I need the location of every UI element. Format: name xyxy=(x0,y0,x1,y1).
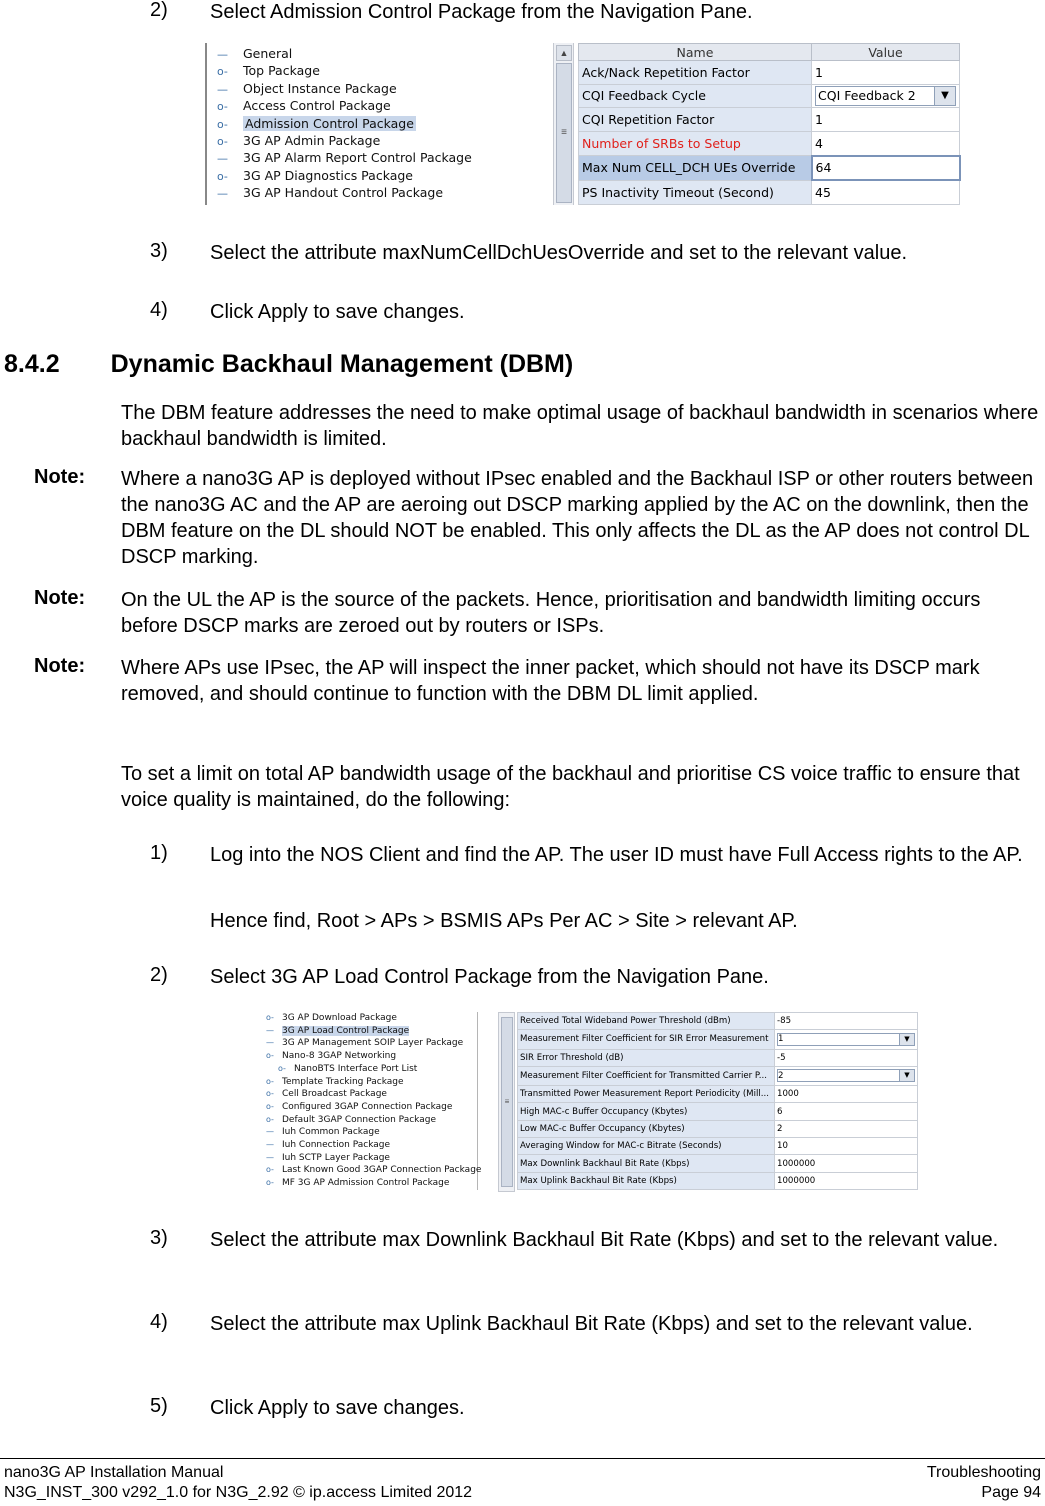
step-text: Select 3G AP Load Control Package from the Navigation Pane. xyxy=(210,966,769,988)
nav-tree-item[interactable] xyxy=(217,150,472,167)
nav-tree-item[interactable] xyxy=(217,81,397,98)
note-text: Where a nano3G AP is deployed without IPsec enabled and the Backhaul ISP or other routers between the nano3G AC and the AP are aeroing out DSCP marking applied by the AC on the downlink, then the DBM feature on the DL should NOT be enabled. This only affects the DL as the AP does not control DL DSCP marking. xyxy=(121,468,1034,568)
table-row-selected[interactable] xyxy=(579,156,960,181)
tree-leaf-icon: — xyxy=(266,1152,274,1162)
attribute-value-dropdown[interactable] xyxy=(775,1030,918,1049)
step-number: 4) xyxy=(150,1311,168,1333)
nav-tree-label: 3G AP Alarm Report Control Package xyxy=(243,150,472,166)
attribute-name: Measurement Filter Coefficient for Transmitted Carrier P... xyxy=(518,1066,775,1085)
nav-tree-item[interactable] xyxy=(278,1063,417,1076)
attribute-name: Measurement Filter Coefficient for SIR Error Measurement xyxy=(518,1030,775,1049)
attribute-value[interactable]: 1000000 xyxy=(775,1155,918,1172)
nav-tree-label: Iuh SCTP Layer Package xyxy=(282,1152,390,1163)
tree-leaf-icon: — xyxy=(217,48,228,61)
nav-tree-item[interactable] xyxy=(266,1139,390,1152)
tree-expand-icon[interactable]: o- xyxy=(266,1178,274,1188)
attribute-value[interactable]: 1000000 xyxy=(775,1172,918,1189)
navigation-pane xyxy=(262,1012,482,1190)
step-number: 2) xyxy=(150,0,168,21)
step-text: Click Apply to save changes. xyxy=(210,301,465,323)
table-row[interactable] xyxy=(579,61,960,85)
tree-expand-icon[interactable]: o- xyxy=(266,1089,274,1099)
selected-value: 2 xyxy=(778,1070,784,1081)
attribute-name: Max Downlink Backhaul Bit Rate (Kbps) xyxy=(518,1155,775,1172)
tree-leaf-icon: — xyxy=(266,1038,274,1048)
attribute-name: Received Total Wideband Power Threshold (dBm) xyxy=(518,1013,775,1030)
table-row[interactable] xyxy=(579,84,960,108)
table-row[interactable] xyxy=(518,1103,918,1120)
step-number: 1) xyxy=(150,842,168,864)
nav-tree-label: Cell Broadcast Package xyxy=(282,1089,387,1100)
tree-leaf-icon: — xyxy=(266,1140,274,1149)
nav-tree-label: Last Known Good 3GAP Connection Package xyxy=(282,1165,482,1176)
tree-expand-icon[interactable]: o- xyxy=(266,1165,274,1175)
footer-doc-title: nano3G AP Installation Manual xyxy=(4,1464,224,1481)
nav-tree-label: Iuh Common Package xyxy=(282,1127,380,1138)
tree-expand-icon[interactable]: o- xyxy=(266,1114,274,1124)
step-text: Select the attribute maxNumCellDchUesOverride and set to the relevant value. xyxy=(210,242,908,264)
tree-expand-icon[interactable]: o- xyxy=(266,1051,274,1061)
nav-tree-item[interactable] xyxy=(266,1164,481,1177)
note-text: Where APs use IPsec, the AP will inspect the inner packet, which should not have its DSCP mark removed, and should continue to function with the DBM DL limit applied. xyxy=(121,657,980,705)
footer-divider xyxy=(0,1458,1045,1459)
lead-paragraph: To set a limit on total AP bandwidth usage of the backhaul and prioritise CS voice traffic to ensure that voice quality is maintained, do the following: xyxy=(121,763,1020,811)
attribute-name-modified: Number of SRBs to Setup xyxy=(579,131,812,155)
nav-tree-label: Default 3GAP Connection Package xyxy=(282,1114,436,1125)
table-row[interactable] xyxy=(518,1138,918,1155)
nav-tree-item[interactable] xyxy=(266,1177,449,1190)
nav-tree-item[interactable] xyxy=(217,46,292,63)
attribute-name: Averaging Window for MAC-c Bitrate (Seconds) xyxy=(518,1138,775,1155)
nav-tree-label: 3G AP Load Control Package xyxy=(282,1025,410,1036)
attribute-name: High MAC-c Buffer Occupancy (Kbytes) xyxy=(518,1103,775,1120)
tree-expand-icon[interactable]: o- xyxy=(266,1076,274,1086)
nav-tree-item[interactable] xyxy=(266,1076,404,1089)
scrollbar[interactable] xyxy=(553,43,574,205)
step-number: 5) xyxy=(150,1395,168,1417)
attribute-value[interactable]: 2 xyxy=(775,1120,918,1137)
chevron-down-icon[interactable]: ▼ xyxy=(899,1034,914,1045)
tree-leaf-icon: — xyxy=(217,152,228,166)
attribute-value[interactable]: -5 xyxy=(775,1049,918,1066)
tree-leaf-icon: — xyxy=(266,1025,274,1035)
attribute-value-dropdown[interactable] xyxy=(812,84,960,108)
step-text: Select Admission Control Package from the Navigation Pane. xyxy=(210,1,753,23)
footer-page-number: Page 94 xyxy=(981,1484,1041,1501)
nav-tree-item[interactable] xyxy=(266,1126,380,1139)
table-row[interactable] xyxy=(579,180,960,204)
nav-tree-label: MF 3G AP Admission Control Package xyxy=(282,1178,450,1189)
nav-tree-item[interactable] xyxy=(266,1025,409,1038)
section-title: Dynamic Backhaul Management (DBM) xyxy=(110,350,574,378)
step-text: Log into the NOS Client and find the AP. The user ID must have Full Access rights to the AP. xyxy=(210,844,1023,866)
table-row[interactable] xyxy=(518,1120,918,1137)
nav-tree-label: Iuh Connection Package xyxy=(282,1140,391,1150)
nav-tree-item[interactable] xyxy=(217,116,416,133)
step-subtext: Hence find, Root > APs > BSMIS APs Per AC > Site > relevant AP. xyxy=(210,910,798,932)
nav-tree-label: Access Control Package xyxy=(243,98,391,114)
tree-expand-icon[interactable]: o- xyxy=(217,169,228,183)
tree-leaf-icon: — xyxy=(266,1127,274,1137)
tree-expand-icon[interactable]: o- xyxy=(217,65,228,79)
cqi-feedback-select[interactable] xyxy=(815,86,956,106)
intro-paragraph: The DBM feature addresses the need to make optimal usage of backhaul bandwidth in scenarios where backhaul bandwidth is limited. xyxy=(121,402,1039,450)
chevron-down-icon[interactable]: ▼ xyxy=(899,1070,914,1081)
attribute-name: Ack/Nack Repetition Factor xyxy=(579,61,812,85)
attribute-name: CQI Feedback Cycle xyxy=(579,84,812,108)
step-number: 3) xyxy=(150,1227,168,1249)
nav-tree-label: Object Instance Package xyxy=(243,80,397,96)
footer-doc-id: N3G_INST_300 v292_1.0 for N3G_2.92 © ip.access Limited 2012 xyxy=(4,1484,473,1501)
tree-leaf-icon: — xyxy=(217,82,228,96)
footer-chapter: Troubleshooting xyxy=(926,1464,1041,1481)
table-row[interactable] xyxy=(518,1030,918,1049)
attribute-value[interactable]: 4 xyxy=(812,131,960,155)
step-number: 2) xyxy=(150,964,168,986)
note-text: On the UL the AP is the source of the packets. Hence, prioritisation and bandwidth limiting occurs before DSCP marks are zeroed out by routers or ISPs. xyxy=(121,589,981,637)
tree-expand-icon[interactable]: o- xyxy=(278,1063,286,1073)
tree-expand-icon[interactable]: o- xyxy=(217,100,228,114)
scroll-thumb[interactable]: ≡ xyxy=(501,1017,513,1187)
nav-tree-item[interactable] xyxy=(217,185,443,202)
nav-tree-item[interactable] xyxy=(217,168,413,185)
nav-tree-label: 3G AP Download Package xyxy=(282,1013,397,1023)
table-row[interactable] xyxy=(518,1086,918,1103)
note-label: Note: xyxy=(34,655,86,677)
attribute-name: SIR Error Threshold (dB) xyxy=(518,1049,775,1066)
attribute-value[interactable]: 6 xyxy=(775,1103,918,1120)
scroll-up-icon[interactable]: ▲ xyxy=(556,45,572,61)
section-number: 8.4.2 xyxy=(4,350,60,378)
column-header-value[interactable]: Value xyxy=(812,44,960,61)
attribute-value[interactable]: 1000 xyxy=(775,1086,918,1103)
chevron-down-icon[interactable]: ▼ xyxy=(934,87,955,105)
attribute-name: Transmitted Power Measurement Report Periodicity (Mill... xyxy=(518,1086,775,1103)
nav-tree-label: Admission Control Package xyxy=(245,115,414,131)
nav-tree-item[interactable] xyxy=(217,133,380,150)
attribute-value[interactable]: 1 xyxy=(812,108,960,132)
nav-tree-label: 3G AP Management SOIP Layer Package xyxy=(282,1038,464,1049)
step-number: 4) xyxy=(150,299,168,321)
table-row[interactable] xyxy=(518,1066,918,1085)
column-header-name[interactable]: Name xyxy=(579,44,812,61)
scrollbar[interactable] xyxy=(498,1012,515,1192)
tree-expand-icon[interactable]: o- xyxy=(217,117,228,131)
attribute-value-dropdown[interactable] xyxy=(775,1066,918,1085)
step-number: 3) xyxy=(150,240,168,262)
nav-tree-item[interactable] xyxy=(266,1088,387,1101)
note-label: Note: xyxy=(34,587,86,609)
table-row[interactable] xyxy=(518,1049,918,1066)
attribute-table xyxy=(578,43,961,205)
nav-tree-item[interactable] xyxy=(266,1101,452,1114)
nav-tree-item[interactable] xyxy=(217,98,391,115)
nav-tree-label: 3G AP Handout Control Package xyxy=(243,185,444,201)
value-select[interactable] xyxy=(777,1069,915,1082)
nav-tree-item[interactable] xyxy=(217,63,320,80)
tree-leaf-icon: — xyxy=(217,187,228,201)
nav-tree-label: Configured 3GAP Connection Package xyxy=(282,1101,453,1112)
step-text: Select the attribute max Downlink Backhaul Bit Rate (Kbps) and set to the relevant value. xyxy=(210,1229,999,1251)
nav-tree-label: 3G AP Admin Package xyxy=(243,133,381,148)
attribute-name: CQI Repetition Factor xyxy=(579,108,812,132)
attribute-table xyxy=(517,1012,918,1190)
tree-expand-icon[interactable]: o- xyxy=(266,1101,274,1111)
attribute-value[interactable]: 1 xyxy=(812,61,960,85)
attribute-value[interactable]: 10 xyxy=(775,1138,918,1155)
section-heading xyxy=(4,350,573,379)
tree-expand-icon[interactable]: o- xyxy=(217,135,228,148)
attribute-value[interactable]: -85 xyxy=(775,1013,918,1030)
scroll-thumb[interactable]: ≡ xyxy=(556,63,572,203)
step-text: Select the attribute max Uplink Backhaul Bit Rate (Kbps) and set to the relevant value. xyxy=(210,1313,973,1335)
note-label: Note: xyxy=(34,466,86,488)
value-select[interactable] xyxy=(777,1033,915,1046)
nav-tree-label: NanoBTS Interface Port List xyxy=(294,1063,418,1074)
nav-tree-label: 3G AP Diagnostics Package xyxy=(243,167,413,183)
selected-value: CQI Feedback 2 xyxy=(818,88,916,104)
nav-tree-item[interactable] xyxy=(266,1037,463,1050)
tree-expand-icon[interactable]: o- xyxy=(266,1013,274,1022)
attribute-name: Max Uplink Backhaul Bit Rate (Kbps) xyxy=(518,1172,775,1189)
attribute-name: PS Inactivity Timeout (Second) xyxy=(579,180,812,204)
attribute-value[interactable]: 45 xyxy=(812,180,960,204)
table-row[interactable] xyxy=(518,1155,918,1172)
nav-tree-item[interactable] xyxy=(266,1152,390,1165)
table-row[interactable] xyxy=(579,108,960,132)
step-text: Click Apply to save changes. xyxy=(210,1397,465,1419)
attribute-name: Low MAC-c Buffer Occupancy (Kbytes) xyxy=(518,1120,775,1137)
nav-tree-label: General xyxy=(243,46,293,61)
navigation-pane xyxy=(205,43,547,205)
attribute-value-input[interactable]: 64 xyxy=(812,156,960,181)
selected-value: 1 xyxy=(778,1034,784,1045)
nav-tree-item[interactable] xyxy=(266,1012,397,1025)
table-row[interactable] xyxy=(518,1172,918,1189)
table-row[interactable] xyxy=(518,1013,918,1030)
nav-tree-label: Top Package xyxy=(243,63,320,79)
nav-tree-label: Nano-8 3GAP Networking xyxy=(282,1051,397,1062)
attribute-name: Max Num CELL_DCH UEs Override xyxy=(579,156,812,181)
nav-tree-label: Template Tracking Package xyxy=(282,1076,404,1087)
nav-tree-item[interactable] xyxy=(266,1114,436,1127)
table-row[interactable] xyxy=(579,131,960,155)
nav-tree-item[interactable] xyxy=(266,1050,396,1063)
